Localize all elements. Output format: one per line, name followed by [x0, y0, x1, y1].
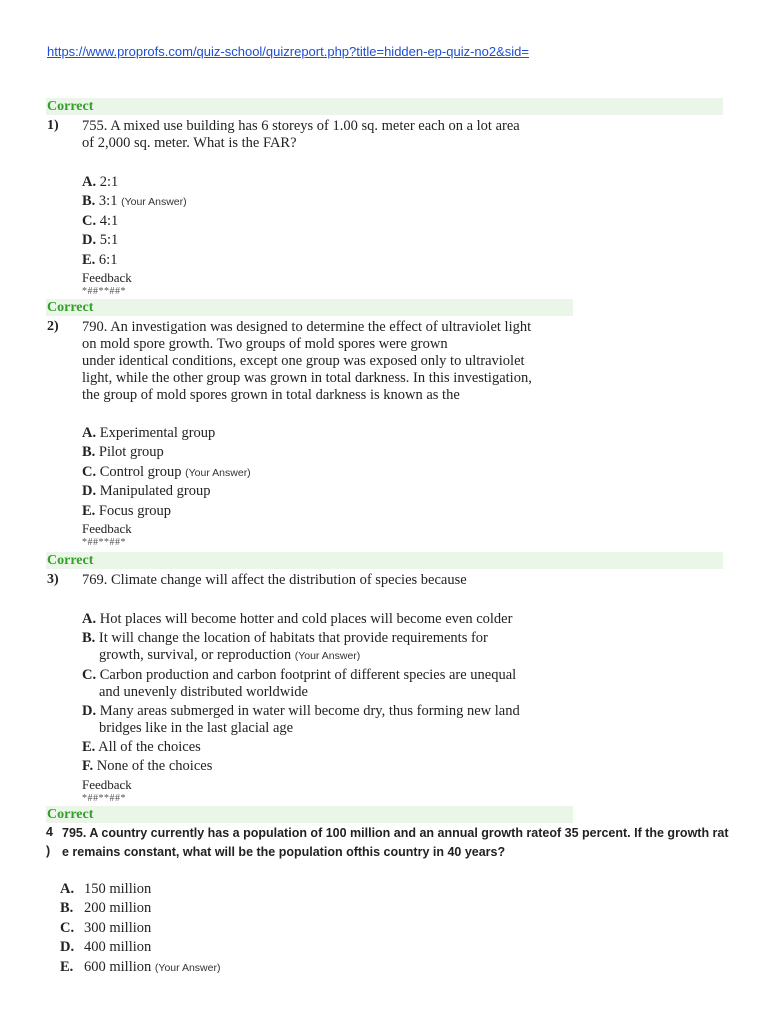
q4-line: 795. A country currently has a population of 100 million and an annual growth rateof 35 percent. If the growth rat	[62, 826, 729, 840]
q3-option-a: A. Hot places will become hotter and cold places will become even colder	[82, 611, 513, 627]
q4-option-a: A. 150 million	[60, 881, 152, 897]
q2-option-c: C. Control group (Your Answer)	[82, 464, 251, 480]
q3-line: 769. Climate change will affect the distribution of species because	[82, 572, 467, 588]
q2-feedback-code: *##**##*	[82, 537, 126, 548]
q4-option-d: D. 400 million	[60, 939, 152, 955]
q1-number: 1)	[47, 118, 59, 133]
q3-text	[82, 572, 467, 589]
q1-option-d: D. 5:1	[82, 232, 119, 248]
q1-option-e: E. 6:1	[82, 252, 118, 268]
q4-line: e remains constant, what will be the population ofthis country in 40 years?	[62, 845, 506, 859]
report-url-link[interactable]	[47, 44, 529, 59]
q3-option-c: C. Carbon production and carbon footprint of different species are unequal and unevenly distributed worldwide	[82, 667, 517, 700]
q2-line: under identical conditions, except one group was exposed only to ultraviolet	[82, 353, 525, 369]
q1-option-a: A. 2:1	[82, 174, 119, 190]
q1-feedback-code: *##**##*	[82, 286, 126, 297]
q2-line: the group of mold spores grown in total darkness is known as the	[82, 387, 460, 403]
your-answer-tag: (Your Answer)	[294, 650, 361, 662]
q2-option-b: B. Pilot group	[82, 444, 164, 460]
q2-text	[82, 319, 532, 404]
q2-feedback-label: Feedback	[82, 521, 132, 536]
q3-option-e: E. All of the choices	[82, 739, 201, 755]
q2-line: on mold spore growth. Two groups of mold spores were grown	[82, 336, 448, 352]
q4-number-paren: )	[46, 844, 51, 858]
q2-option-a: A. Experimental group	[82, 425, 216, 441]
q3-number: 3)	[47, 572, 59, 587]
q2-option-e: E. Focus group	[82, 503, 172, 519]
q4-text	[62, 824, 752, 862]
q2-correct-banner: Correct	[46, 299, 573, 316]
q3-correct-banner: Correct	[46, 552, 723, 569]
url-text[interactable]: https://www.proprofs.com/quiz-school/quizreport.php?title=hidden-ep-quiz-no2&sid	[47, 44, 522, 59]
q3-feedback-label: Feedback	[82, 777, 132, 792]
q2-line: light, while the other group was grown in total darkness. In this investigation,	[82, 370, 532, 386]
your-answer-tag: (Your Answer)	[185, 467, 251, 479]
q2-option-d: D. Manipulated group	[82, 483, 211, 499]
q4-option-e: E. 600 million (Your Answer)	[60, 959, 221, 975]
your-answer-tag: (Your Answer)	[121, 196, 187, 208]
q3-option-b: B. It will change the location of habitats that provide requirements for growth, survival, or reproduction (Your Answer)	[82, 630, 488, 663]
q3-feedback-code: *##**##*	[82, 793, 126, 804]
q3-option-f: F. None of the choices	[82, 758, 213, 774]
q3-option-d: D. Many areas submerged in water will become dry, thus forming new land bridges like in the last glacial age	[82, 703, 520, 736]
q1-option-b: B. 3:1 (Your Answer)	[82, 193, 187, 209]
q4-number: 4	[46, 825, 53, 839]
url-tail: =	[521, 44, 529, 59]
q1-line: of 2,000 sq. meter. What is the FAR?	[82, 135, 297, 151]
q1-line: 755. A mixed use building has 6 storeys of 1.00 sq. meter each on a lot area	[82, 118, 520, 134]
q1-option-c: C. 4:1	[82, 213, 119, 229]
q4-option-b: B. 200 million	[60, 900, 152, 916]
q1-feedback-label: Feedback	[82, 270, 132, 285]
q1-correct-banner: Correct	[46, 98, 723, 115]
q2-number: 2)	[47, 319, 59, 334]
q1-text	[82, 118, 520, 152]
q4-option-c: C. 300 million	[60, 920, 152, 936]
your-answer-tag: (Your Answer)	[154, 962, 221, 974]
q4-correct-banner: Correct	[46, 806, 573, 823]
q2-line: 790. An investigation was designed to determine the effect of ultraviolet light	[82, 319, 532, 335]
